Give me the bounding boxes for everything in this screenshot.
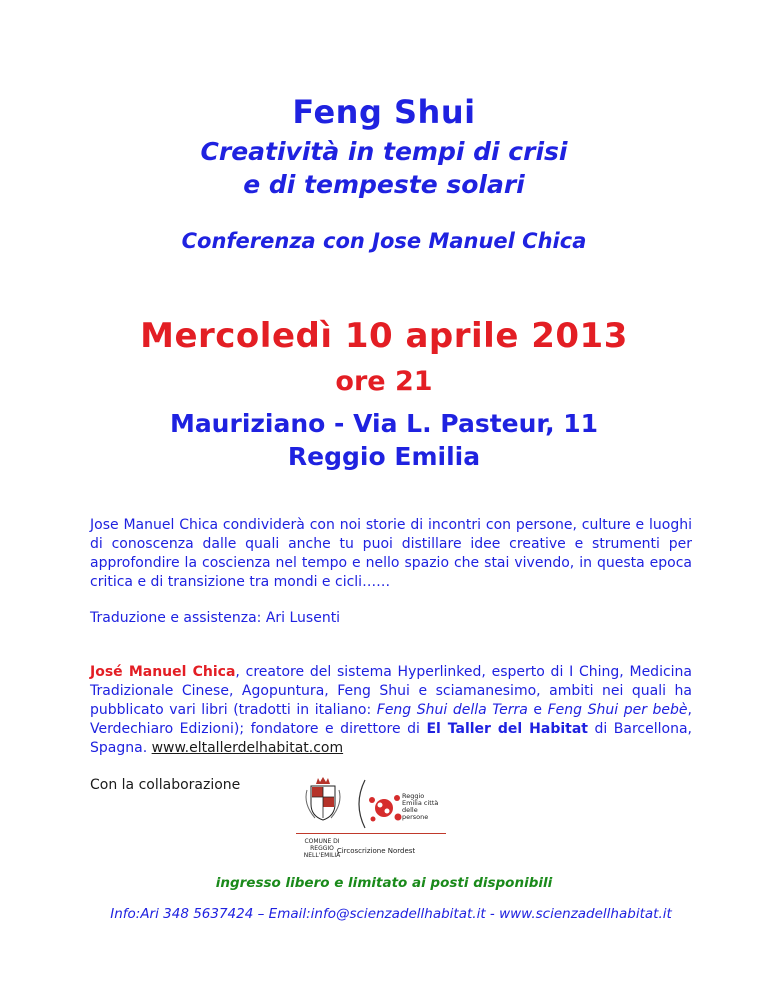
bio-paragraph — [90, 663, 692, 758]
description-paragraph: Jose Manuel Chica condividerà con noi storie di incontri con persone, culture e luoghi di conoscenza dalle quali anche tu puoi distillare idee creative e strumenti per approfondire la coscienza nel tempo e nello spazio che stai vivendo, in questa epoca critica e di transizione tra mondi e cicli…… — [90, 517, 692, 590]
bio-and: e — [527, 702, 548, 718]
bio-text-1: , creatore del sistema Hyperlinked, esperto di I Ching, Medicina Tradizionale Cinese, Agopuntura, Feng Shui e sciamanesimo, ambiti nei quali ha pubblicato vari libri (tradotti in italiano: — [90, 664, 692, 718]
city-slogan-text: Reggio Emilia città delle persone — [402, 792, 439, 821]
subtitle — [0, 135, 768, 201]
bio-book-1: Feng Shui della Terra — [376, 702, 528, 718]
contact-info: Info:Ari 348 5637424 – Email:info@scienzadellhabitat.it - www.scienzadellhabitat.it — [110, 906, 672, 922]
city-crest-icon — [298, 776, 348, 836]
event-time: ore 21 — [335, 366, 433, 397]
partner-logos — [296, 776, 446, 859]
district-caption: Circoscrizione Nordest — [336, 847, 416, 855]
entry-note: ingresso libero e limitato ai posti disponibili — [215, 875, 553, 891]
bio-org: El Taller del Habitat — [426, 721, 588, 737]
address-line-1: Mauriziano - Via L. Pasteur, 11 — [169, 409, 599, 438]
city-name-text: COMUNE DI REGGIO NELL'EMILIA — [303, 838, 341, 859]
conference-heading: Conferenza con Jose Manuel Chica — [181, 229, 587, 253]
address-line-2: Reggio Emilia — [287, 442, 481, 471]
translation-credit: Traduzione e assistenza: Ari Lusenti — [90, 610, 341, 626]
event-address — [0, 407, 768, 473]
page-title: Feng Shui — [292, 93, 476, 131]
bio-name: José Manuel Chica — [90, 664, 236, 680]
website-link[interactable]: www.eltallerdelhabitat.com — [151, 740, 344, 756]
bio-book-2: Feng Shui per bebè — [547, 702, 688, 718]
people-city-icon — [366, 788, 406, 828]
event-date: Mercoledì 10 aprile 2013 — [140, 316, 628, 356]
collaboration-label: Con la collaborazione — [90, 777, 241, 793]
subtitle-line-1: Creatività in tempi di crisi — [200, 137, 568, 166]
bio-text-3: di Barcellona, Spagna. — [90, 721, 692, 756]
subtitle-line-2: e di tempeste solari — [243, 170, 525, 199]
bio-text-2: , Verdechiaro Edizioni); fondatore e direttore di — [90, 702, 692, 737]
logo-divider-line — [296, 833, 446, 834]
